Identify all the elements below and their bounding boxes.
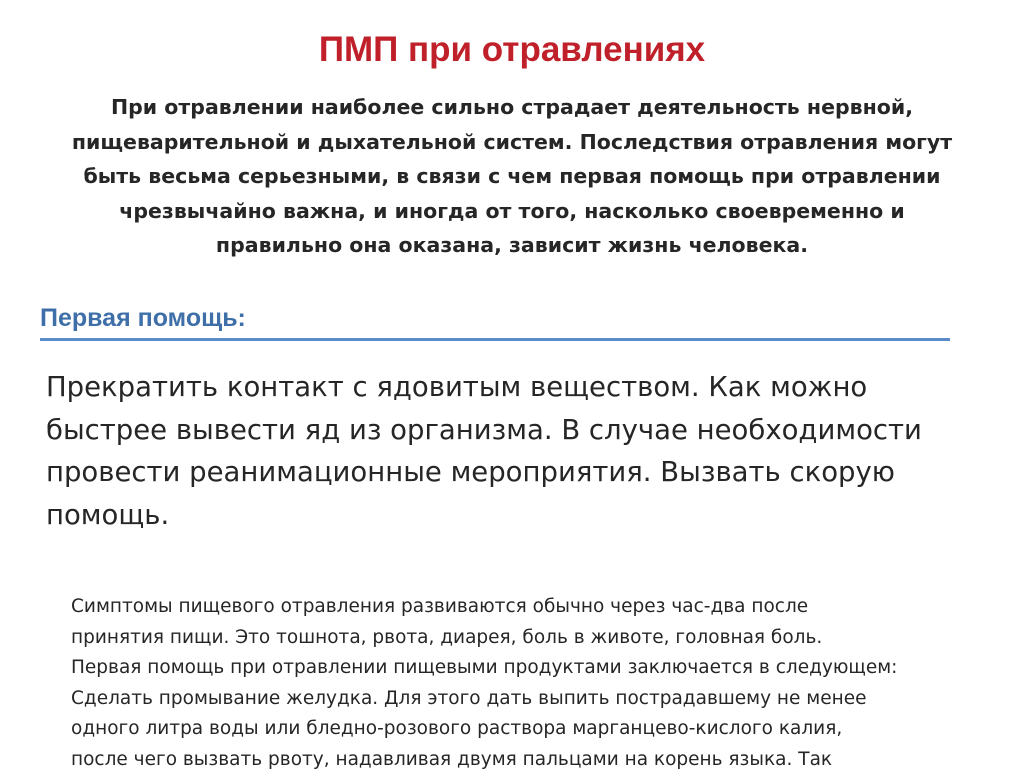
symptoms-line: после чего вызвать рвоту, надавливая двумя пальцами на корень языка. Так [71, 745, 1011, 775]
first-aid-line: помощь. [46, 494, 946, 537]
section-divider [40, 338, 950, 341]
first-aid-line: провести реанимационные мероприятия. Вызвать скорую [46, 451, 946, 494]
symptoms-line: одного литра воды или бледно-розового раствора марганцево-кислого калия, [71, 714, 1011, 745]
symptoms-line: Симптомы пищевого отравления развиваются обычно через час-два после [71, 592, 1011, 623]
symptoms-paragraph [71, 592, 1011, 775]
first-aid-line: Прекратить контакт с ядовитым веществом. Как можно [46, 366, 946, 409]
intro-paragraph [40, 90, 984, 263]
first-aid-line: быстрее вывести яд из организма. В случае необходимости [46, 409, 946, 452]
intro-line: чрезвычайно важна, и иногда от того, насколько своевременно и [40, 194, 984, 229]
intro-line: быть весьма серьезными, в связи с чем первая помощь при отравлении [40, 159, 984, 194]
symptoms-line: Первая помощь при отравлении пищевыми продуктами заключается в следующем: [71, 653, 1011, 684]
intro-line: пищеварительной и дыхательной систем. Последствия отравления могут [40, 125, 984, 160]
symptoms-line: принятия пищи. Это тошнота, рвота, диарея, боль в животе, головная боль. [71, 623, 1011, 654]
slide-title: ПМП при отравлениях [0, 28, 1024, 72]
section-heading: Первая помощь: [40, 302, 246, 334]
intro-line: При отравлении наиболее сильно страдает деятельность нервной, [40, 90, 984, 125]
intro-line: правильно она оказана, зависит жизнь человека. [40, 228, 984, 263]
symptoms-line: Сделать промывание желудка. Для этого дать выпить пострадавшему не менее [71, 684, 1011, 715]
first-aid-paragraph [46, 366, 946, 536]
